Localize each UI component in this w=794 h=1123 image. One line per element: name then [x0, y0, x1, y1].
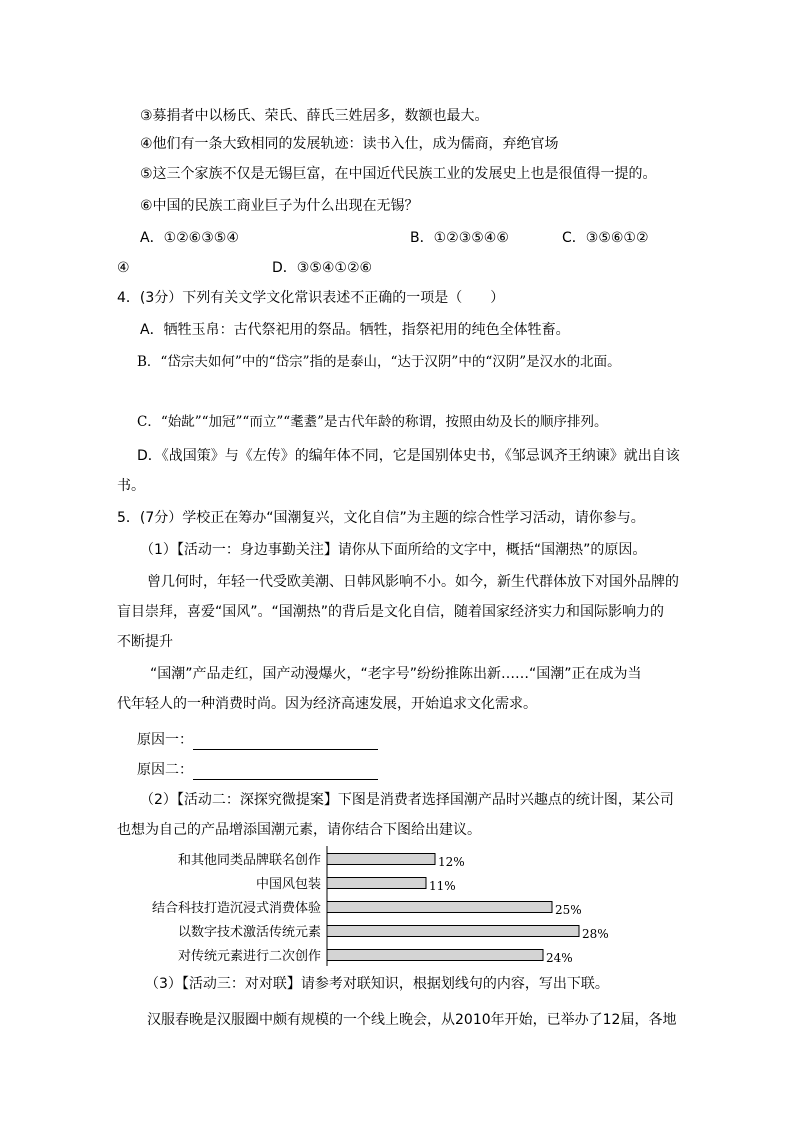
reason-2-answer-blank[interactable]: [193, 763, 378, 780]
chart-bar: [327, 902, 552, 913]
reason-1-answer-blank[interactable]: [193, 733, 378, 750]
q4-option-d-line2: 书。: [117, 478, 145, 494]
chart-bar: [327, 854, 435, 865]
q4-option-c: C．“始龀”“加冠”“而立”“耄耋”是古代年龄的称谓，按照由幼及长的顺序排列。: [137, 414, 608, 430]
activity-2-prompt-line1: （2）【活动二：深探究微提案】下图是消费者选择国潮产品时兴趣点的统计图，某公司: [140, 792, 674, 808]
sentence-3: ③募捐者中以杨氏、荣氏、薛氏三姓居多，数额也最大。: [140, 108, 489, 124]
chart-value-label: 24%: [546, 951, 573, 965]
q4-option-a: A．牺牲玉帛：古代祭祀用的祭品。牺牲，指祭祀用的纯色全体牲畜。: [140, 322, 570, 338]
activity-2-prompt-line2: 也想为自己的产品增添国潮元素，请你结合下图给出建议。: [117, 822, 481, 838]
passage-1-line2: 盲目崇拜，喜爱“国风”。“国潮热”的背后是文化自信，随着国家经济实力和国际影响力的: [117, 604, 665, 620]
chart-value-label: 11%: [429, 879, 456, 893]
q4-stem: 4．(3分）下列有关文学文化常识表述不正确的一项是（ ）: [117, 290, 505, 306]
activity-3-prompt: （3）【活动三：对对联】请参考对联知识，根据划线句的内容，写出下联。: [145, 976, 609, 992]
reason-1-label: 原因一：: [137, 732, 193, 748]
interest-bar-chart: [120, 842, 610, 968]
sentence-5: ⑤这三个家族不仅是无锡巨富，在中国近代民族工业的发展史上也是很值得一提的。: [140, 166, 657, 182]
q3-option-c-continued: ④: [117, 260, 130, 276]
q4-option-b: B．“岱宗夫如何”中的“岱宗”指的是泰山，“达于汉阴”中的“汉阴”是汉水的北面。: [137, 354, 621, 370]
q4-option-d-line1: D．《战国策》与《左传》的编年体不同，它是国别体史书，《邹忌讽齐王纳谏》就出自该: [137, 448, 680, 464]
passage-1-line1: 曾几何时，年轻一代受欧美潮、日韩风影响不小。如今，新生代群体放下对国外品牌的: [147, 574, 679, 590]
q3-option-b: B．①②③⑤④⑥: [410, 230, 509, 246]
passage-2-line2: 代年轻人的一种消费时尚。因为经济高速发展，开始追求文化需求。: [117, 696, 537, 712]
sentence-4: ④他们有一条大致相同的发展轨迹：读书入仕，成为儒商，弃绝官场: [140, 136, 559, 152]
chart-value-label: 28%: [582, 927, 609, 941]
activity-1-prompt: （1）【活动一：身边事勤关注】请你从下面所给的文字中，概括“国潮热”的原因。: [140, 542, 647, 558]
chart-category-label: 以数字技术激活传统元素: [177, 925, 321, 940]
passage-2-line1: “国潮”产品走红，国产动漫爆火，“老字号”纷纷推陈出新……“国潮”正在成为当: [150, 666, 642, 682]
q3-option-a: A．①②⑥③⑤④: [140, 230, 239, 246]
chart-bar: [327, 926, 579, 937]
chart-bar: [327, 878, 426, 889]
q5-stem: 5．(7分）学校正在筹办“国潮复兴，文化自信”为主题的综合性学习活动，请你参与。: [117, 510, 645, 526]
passage-1-line3: 不断提升: [117, 634, 173, 650]
chart-category-label: 和其他同类品牌联名创作: [177, 853, 321, 868]
q3-option-c: C．③⑤⑥①②: [562, 230, 649, 246]
chart-bar: [327, 950, 543, 961]
reason-2-row: [137, 760, 378, 780]
last-paragraph-line: 汉服春晚是汉服圈中颇有规模的一个线上晚会，从2010年开始，已举办了12届，各地: [147, 1012, 677, 1028]
chart-category-label: 对传统元素进行二次创作: [177, 949, 321, 964]
sentence-6: ⑥中国的民族工商业巨子为什么出现在无锡？: [140, 198, 419, 214]
reason-1-row: [137, 730, 378, 750]
chart-value-label: 12%: [438, 855, 465, 869]
chart-category-label: 中国风包装: [255, 877, 321, 892]
q3-option-d: D．③⑤④①②⑥: [272, 260, 373, 276]
reason-2-label: 原因二：: [137, 762, 193, 778]
chart-value-label: 25%: [555, 903, 582, 917]
chart-category-label: 结合科技打造沉浸式消费体验: [151, 901, 321, 916]
